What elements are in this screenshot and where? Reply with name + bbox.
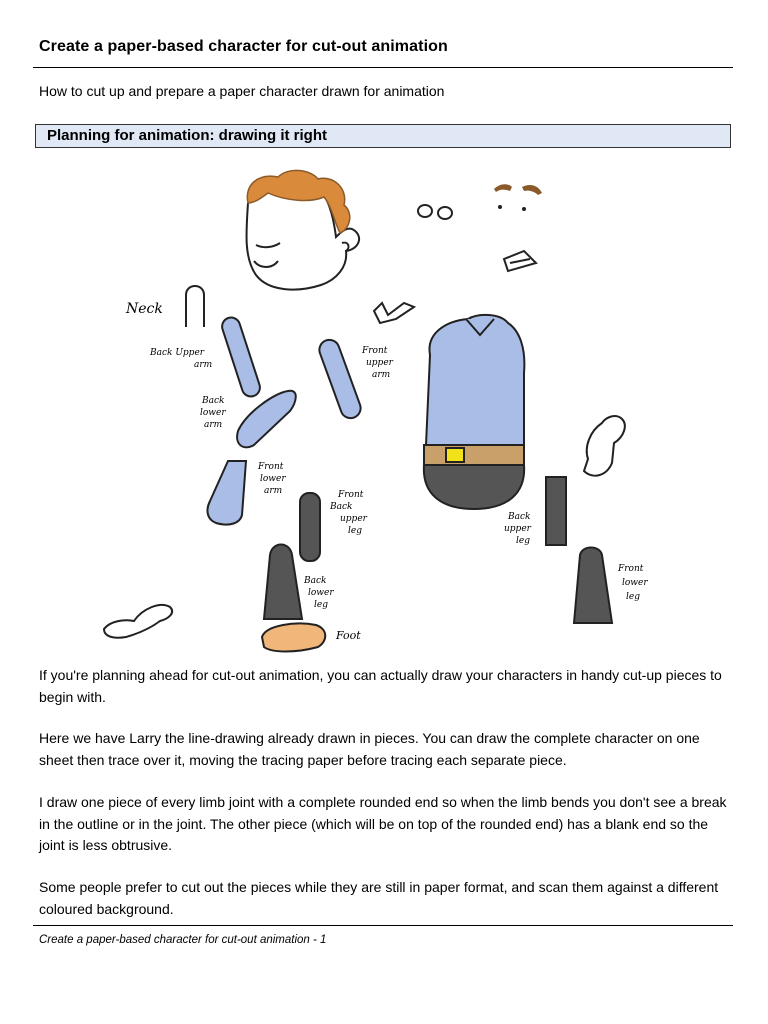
paragraph-2: Here we have Larry the line-drawing already drawn in pieces. You can draw the complete character on one sheet then trace over it, moving the tracing paper before tracing each separate piece. (39, 730, 700, 768)
back-upper-leg-piece (546, 477, 566, 545)
page-subtitle: How to cut up and prepare a paper character drawn for animation (39, 83, 445, 99)
label-back-lower-arm: Back lower arm (200, 396, 226, 430)
label-back-upper-leg: Back upper leg (504, 512, 531, 546)
label-front-lower-arm: Front lower arm (258, 462, 286, 496)
paragraph-1: If you're planning ahead for cut-out animation, you can actually draw your characters in handy cut-up pieces to begin with. (39, 667, 722, 705)
label-foot: Foot (336, 629, 361, 642)
page-footer: Create a paper-based character for cut-out animation - 1 (39, 934, 327, 946)
label-front-lower-leg: Front lower leg (618, 564, 648, 602)
label-back-lower-leg: Back lower leg (304, 576, 334, 610)
character-pieces-illustration (96, 163, 672, 655)
foot-piece (262, 624, 325, 652)
footer-divider (33, 925, 733, 926)
label-neck: Neck (126, 301, 163, 317)
label-front-upper-arm: Front upper arm (362, 346, 393, 380)
title-divider (33, 67, 733, 68)
section-heading: Planning for animation: drawing it right (47, 127, 327, 144)
label-front-upper-leg: Front Back upper leg (330, 490, 367, 536)
section-heading-box (35, 124, 731, 148)
torso-piece (424, 315, 525, 509)
front-upper-leg-piece (300, 493, 320, 561)
paragraph-3: I draw one piece of every limb joint with a complete rounded end so when the limb bends you don't see a break in the outline or in the joint. The other piece (which will be on top of the rounded end) has a blank end so the joint is less obtrusive. (39, 794, 727, 853)
paragraph-4: Some people prefer to cut out the pieces while they are still in paper format, and scan them against a different coloured background. (39, 879, 719, 917)
label-back-upper-arm: Back Upper arm (150, 348, 213, 370)
page-title: Create a paper-based character for cut-out animation (39, 38, 448, 55)
